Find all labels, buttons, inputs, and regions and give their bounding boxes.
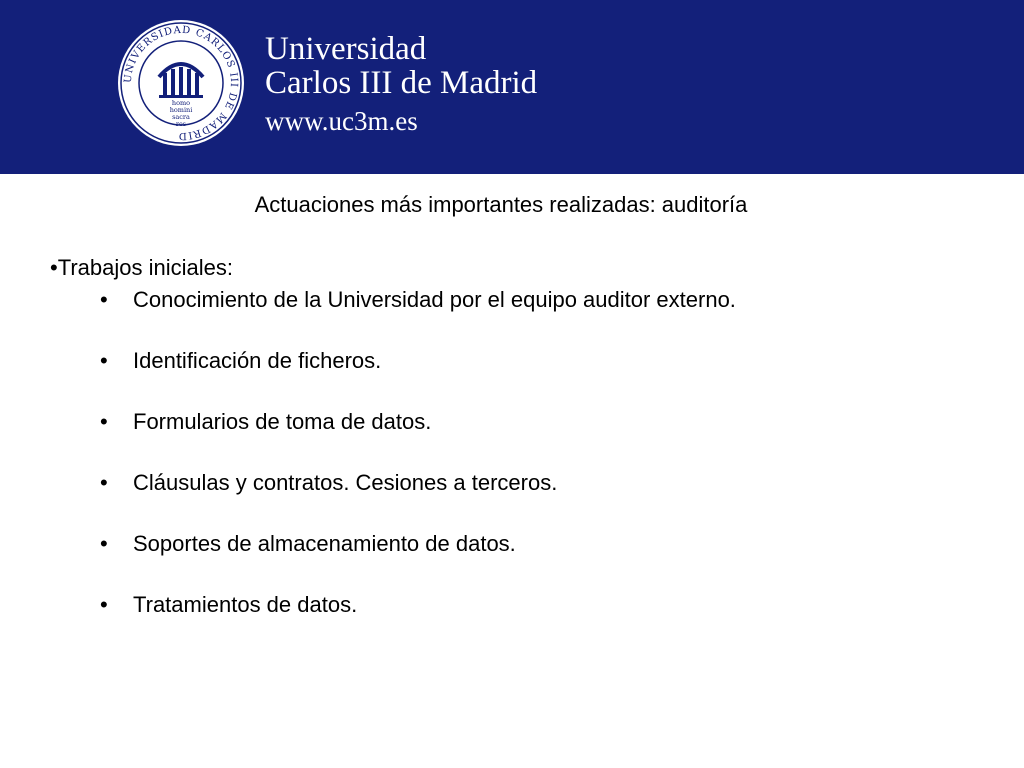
list-item-text: Cláusulas y contratos. Cesiones a terceros. [133, 470, 558, 495]
university-name-line-1: Universidad [265, 31, 427, 67]
seal-motto-line-3: sacra [172, 113, 190, 121]
bullet-icon: • [100, 409, 108, 434]
bullet-icon: • [100, 348, 108, 373]
header-banner [0, 0, 1024, 174]
bullet-list [100, 286, 736, 652]
list-item-text: Conocimiento de la Universidad por el equipo auditor externo. [133, 287, 736, 312]
list-item-text: Soportes de almacenamiento de datos. [133, 531, 516, 556]
list-item-text: Identificación de ficheros. [133, 348, 382, 373]
seal-motto-line-1: homo [171, 99, 191, 107]
seal-motto-line-4: res [175, 120, 187, 128]
university-seal-logo [115, 17, 247, 149]
list-item [100, 591, 736, 652]
slide-title: Actuaciones más importantes realizadas: auditoría [254, 192, 748, 217]
list-item-text: Formularios de toma de datos. [133, 409, 432, 434]
list-item [100, 530, 736, 591]
university-name [265, 32, 537, 100]
university-website[interactable]: www.uc3m.es [265, 106, 418, 136]
list-item [100, 286, 736, 347]
seal-ring-text: UNIVERSIDAD CARLOS III DE MADRID [122, 24, 240, 142]
section-heading: •Trabajos iniciales: [50, 255, 233, 280]
list-item [100, 347, 736, 408]
list-item-text: Tratamientos de datos. [133, 592, 358, 617]
bullet-icon: • [100, 531, 108, 556]
list-item [100, 408, 736, 469]
university-name-line-2: Carlos III de Madrid [265, 65, 538, 101]
bullet-icon: • [100, 592, 108, 617]
bullet-icon: • [100, 287, 108, 312]
list-item [100, 469, 736, 530]
bullet-icon: • [100, 470, 108, 495]
seal-motto-line-2: homini [169, 106, 193, 114]
